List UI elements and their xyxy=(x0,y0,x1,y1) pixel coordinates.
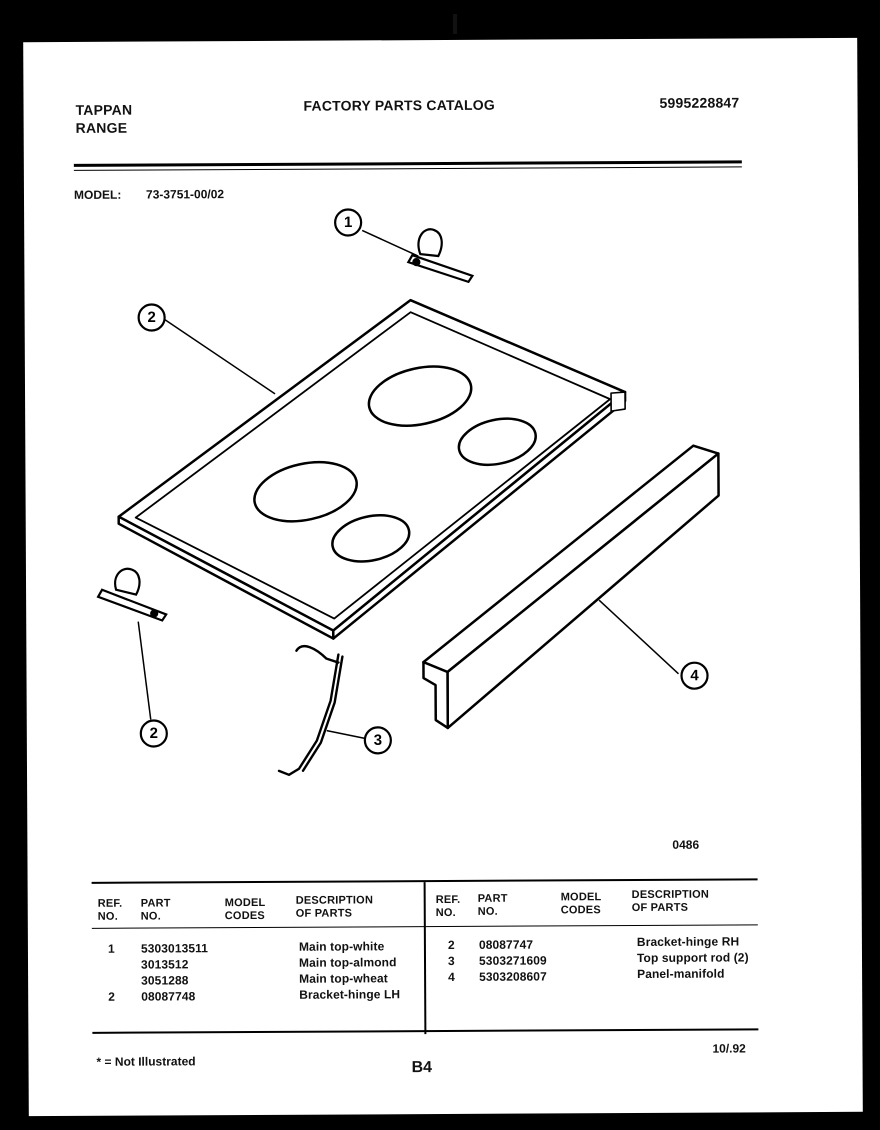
callout-ref-2-top xyxy=(335,209,361,235)
table-cell xyxy=(108,973,115,989)
model-number: 73-3751-00/02 xyxy=(145,187,225,202)
table-cell: 2 xyxy=(447,937,455,952)
table-cell: 08087747 xyxy=(478,937,534,952)
header-description-right: DESCRIPTION OF PARTS xyxy=(631,888,710,915)
left-ref-column xyxy=(108,941,115,1005)
page-number: B4 xyxy=(411,1059,433,1077)
header-model-codes-right: MODEL CODES xyxy=(560,891,602,917)
table-cell: 3013512 xyxy=(140,957,189,972)
table-cell: Bracket-hinge RH xyxy=(636,934,740,949)
not-illustrated-note: * = Not Illustrated xyxy=(96,1054,196,1069)
table-cell: Panel-manifold xyxy=(637,966,725,981)
svg-text:3: 3 xyxy=(373,731,383,749)
hinge-bracket-lh-drawing xyxy=(98,569,166,621)
table-cell: Main top-wheat xyxy=(299,971,388,986)
callout-ref-4 xyxy=(681,663,707,689)
header-model-codes: MODEL CODES xyxy=(224,896,266,923)
header-description: DESCRIPTION OF PARTS xyxy=(295,894,374,920)
callout-ref-1 xyxy=(139,304,165,330)
table-cell: Main top-white xyxy=(298,939,385,954)
figure-code: 0486 xyxy=(672,837,700,852)
table-cell: 3051288 xyxy=(141,973,189,988)
svg-text:2: 2 xyxy=(149,724,159,743)
left-desc-column xyxy=(299,938,400,1003)
exploded-parts-diagram xyxy=(23,38,862,942)
model-label: MODEL: xyxy=(73,187,122,202)
table-cell: 5303208607 xyxy=(479,969,547,984)
svg-text:4: 4 xyxy=(690,667,699,685)
svg-text:1: 1 xyxy=(343,213,353,232)
support-rod-drawing xyxy=(278,646,343,775)
page-title: FACTORY PARTS CATALOG xyxy=(303,96,495,114)
table-cell: 5303013511 xyxy=(140,941,209,956)
table-cell: 5303271609 xyxy=(478,953,547,968)
callout-ref-2-bottom xyxy=(141,720,167,746)
table-cell: 4 xyxy=(448,969,455,984)
table-cell: 2 xyxy=(108,989,116,1004)
svg-text:2: 2 xyxy=(147,309,156,327)
revision-date: 10/.92 xyxy=(712,1041,746,1056)
table-cell: 3 xyxy=(447,953,455,968)
table-cell: Main top-almond xyxy=(298,955,397,970)
callout-ref-3 xyxy=(365,727,391,753)
right-desc-column xyxy=(637,933,749,982)
header-part-no-right: PART NO. xyxy=(477,892,508,918)
catalog-page xyxy=(23,38,863,1116)
header-ref-no: REF. NO. xyxy=(97,897,123,923)
table-cell xyxy=(108,957,115,973)
table-cell: 08087748 xyxy=(141,989,196,1004)
product-type: RANGE xyxy=(75,119,128,136)
table-cell: Bracket-hinge LH xyxy=(299,987,401,1002)
table-cell: 1 xyxy=(107,941,115,956)
brand-name: TAPPAN xyxy=(75,101,133,118)
right-part-column xyxy=(479,936,547,984)
header-ref-no-right: REF. NO. xyxy=(435,893,461,920)
right-ref-column xyxy=(448,937,455,985)
table-cell: Top support rod (2) xyxy=(636,950,749,965)
left-part-column xyxy=(141,940,208,1004)
scan-edge-mark xyxy=(453,14,457,34)
catalog-number: 5995228847 xyxy=(659,94,740,111)
header-part-no: PART NO. xyxy=(140,897,171,923)
